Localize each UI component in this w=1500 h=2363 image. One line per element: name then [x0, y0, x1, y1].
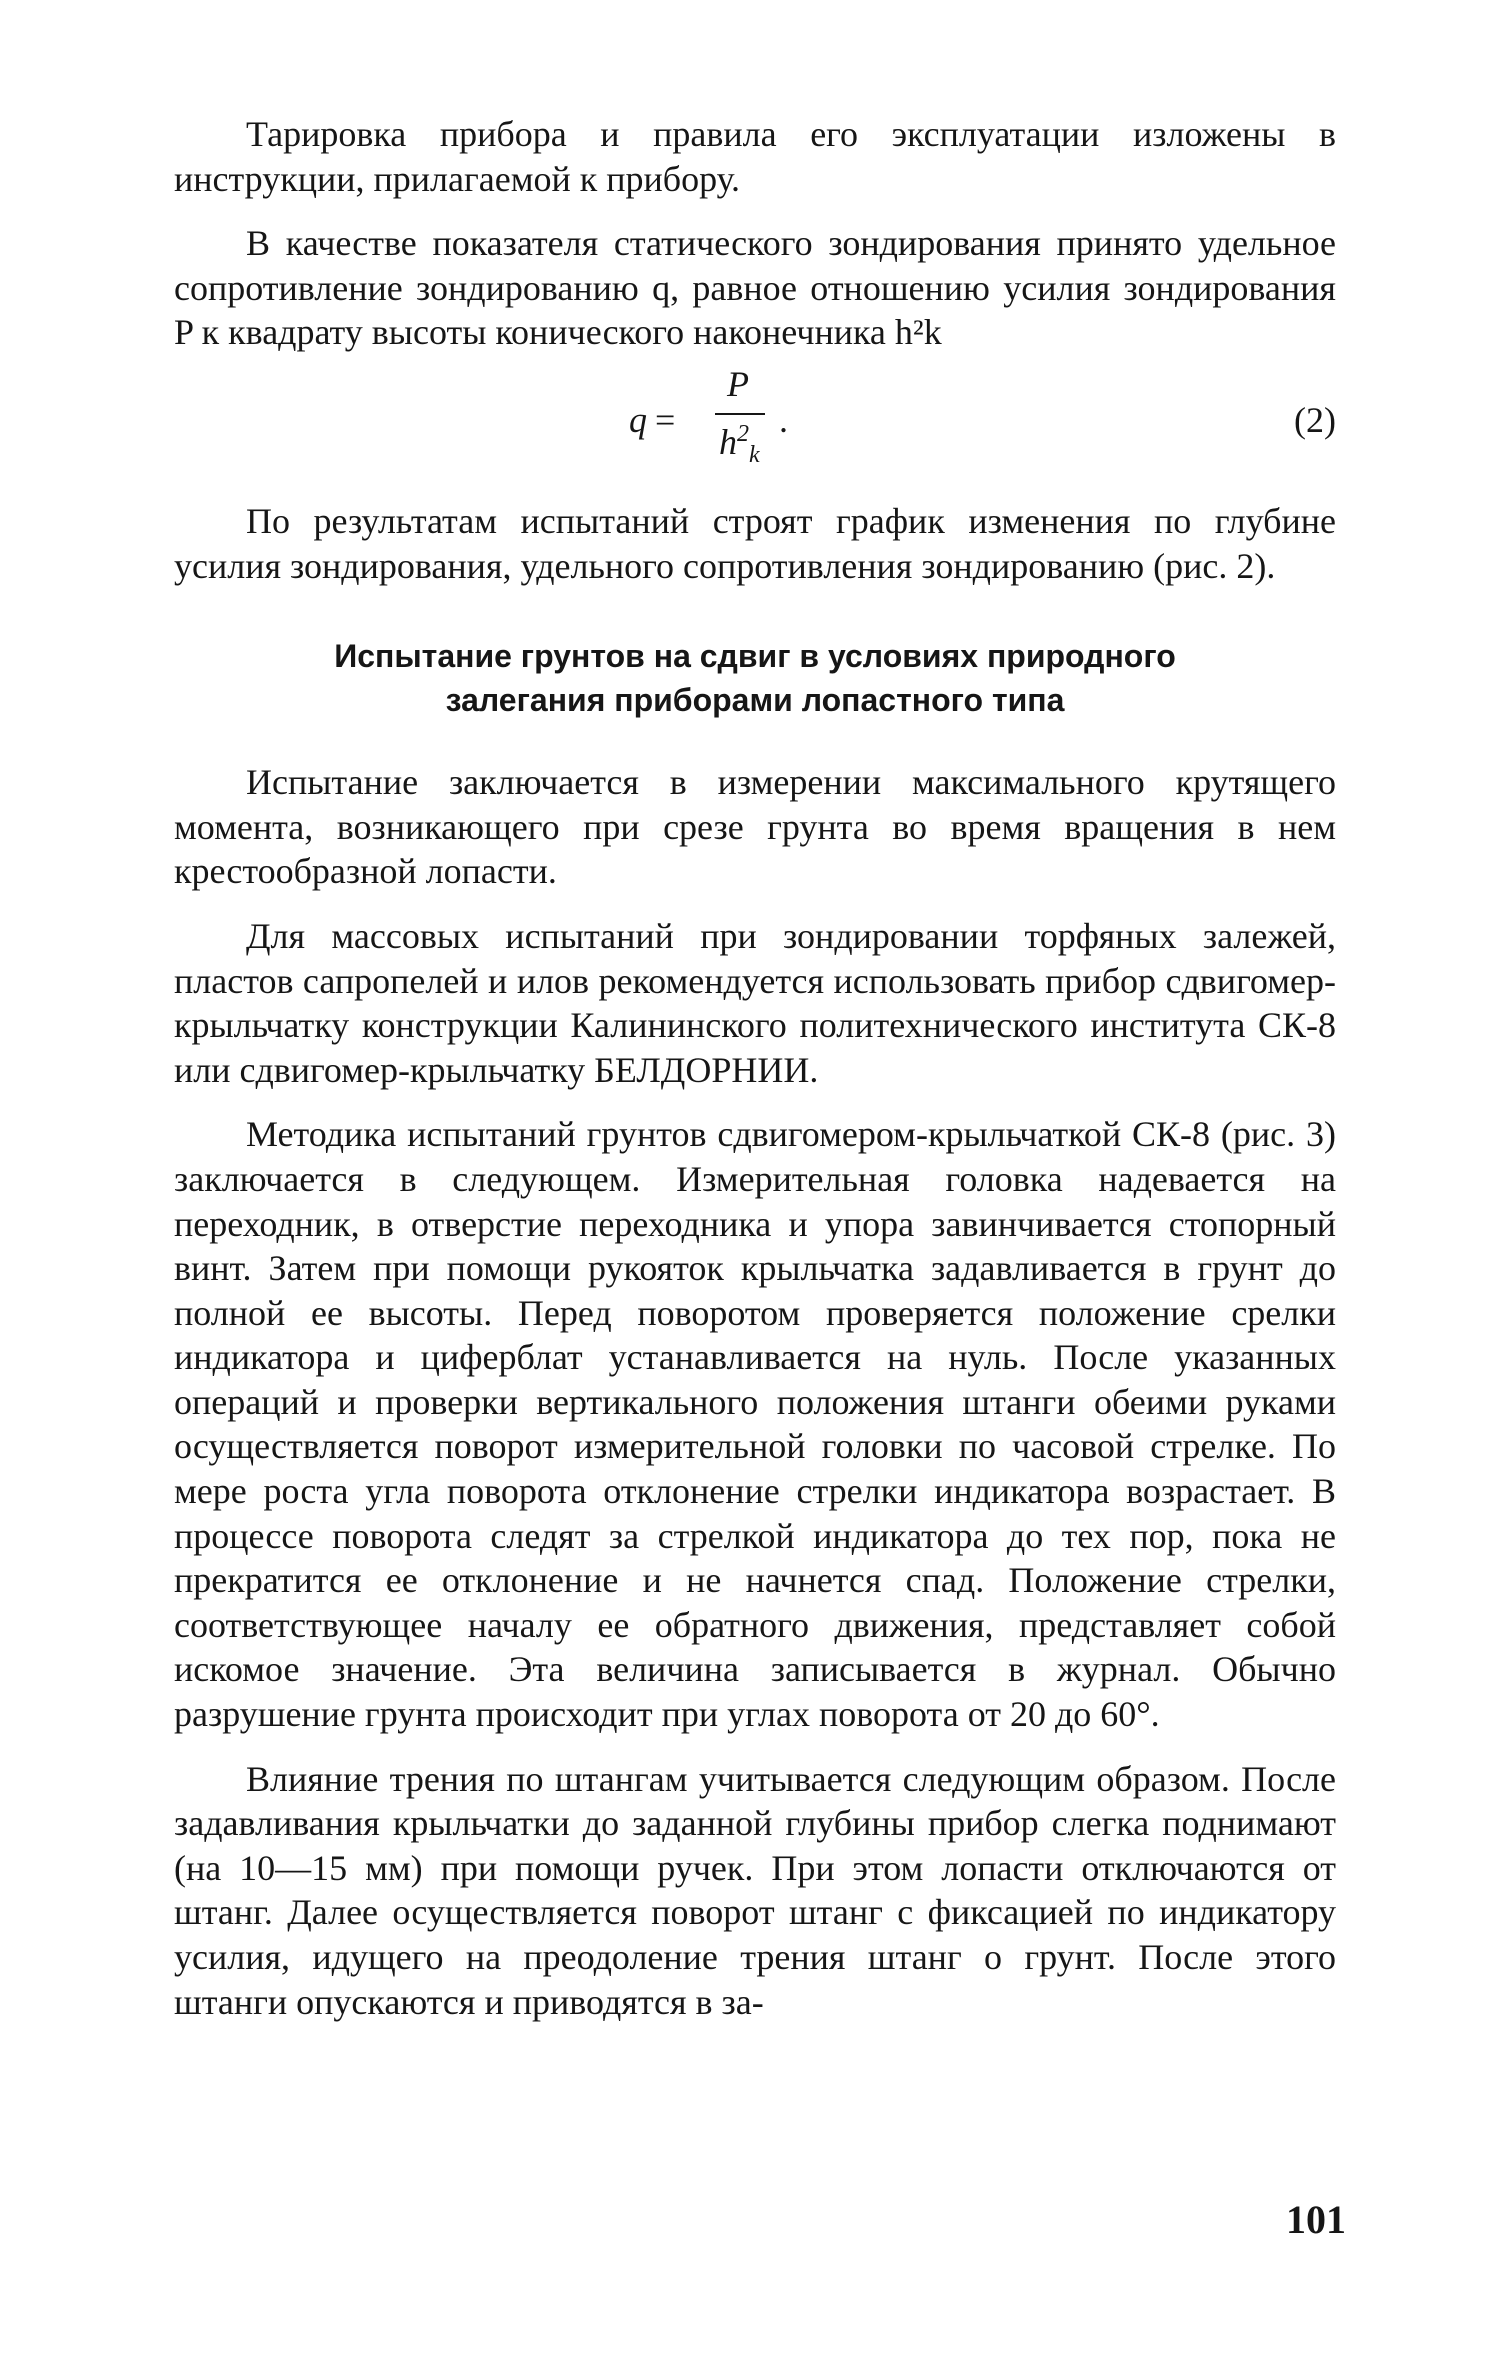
- paragraph-mass-testing: Для массовых испытаний при зондировании торфяных залежей, пластов сапропелей и илов рекомендуется использовать прибор сдвигомер-крыльчатку конструкции Калининского политехнического института СК-8 или сдвигомер-крыльчатку БЕЛДОРНИИ.: [174, 915, 1336, 1090]
- formula-denominator: [719, 421, 760, 469]
- formula-trailing: .: [779, 399, 788, 440]
- denominator-sub: k: [749, 442, 760, 469]
- paragraph-results-graph: По результатам испытаний строят график изменения по глубине усилия зондирования, удельного сопротивления зондированию (рис. 2).: [174, 500, 1336, 586]
- formula-2: [174, 363, 1336, 479]
- page-number: 101: [1286, 2197, 1346, 2242]
- formula-expression: [629, 363, 819, 479]
- paragraph-calibration: Тарировка прибора и правила его эксплуатации изложены в инструкции, прилагаемой к прибору.: [174, 114, 1336, 199]
- heading-line-2: залегания приборами лопастного типа: [445, 682, 1065, 719]
- page-body: [174, 112, 1336, 2024]
- paragraph-sounding-index: В качестве показателя статического зондирования принято удельное сопротивление зондированию q, равное отношению усилия зондирования P к квадрату высоты конического наконечника h²k: [174, 223, 1336, 353]
- section-heading: [174, 634, 1336, 722]
- paragraph-friction: Влияние трения по штангам учитывается следующим образом. После задавливания крыльчатки до заданной глубины прибор слегка поднимают (на 10—15 мм) при помощи ручек. При этом лопасти отключаются от штанг. Далее осуществляется поворот штанг с фиксацией по индикатору усилия, идущего на преодоление трения штанг о грунт. После этого штанги опускаются и приводятся в за-: [174, 1758, 1336, 2022]
- paragraph-methodology: Методика испытаний грунтов сдвигомером-крыльчаткой СК-8 (рис. 3) заключается в следующем. Измерительная головка надевается на переходник, в отверстие переходника и упора завинчивается стопорный винт. Затем при помощи рукояток крыльчатка задавливается в грунт до полной ее высоты. Перед поворотом проверяется положение срелки индикатора и циферблат устанавливается на нуль. После указанных операций и проверки вертикального положения штанги обеими руками осуществляется поворот измерительной головки по часовой стрелке. По мере роста угла поворота отклонение стрелки индикатора возрастает. В процессе поворота следят за стрелкой индикатора до тех пор, пока не прекратится ее отклонение и не начнется спад. Положение стрелки, соответствующее началу ее обратного движения, представляет собой искомое значение. Эта величина записывается в журнал. Обычно разрушение грунта происходит при углах поворота от 20 до 60°.: [174, 1114, 1336, 1735]
- fraction-bar: [715, 413, 765, 415]
- formula-lhs: q: [629, 399, 647, 440]
- paragraph-test-description: Испытание заключается в измерении максимального крутящего момента, возникающего при срезе грунта во время вращения в нем крестообразной лопасти.: [174, 762, 1336, 892]
- heading-line-1: Испытание грунтов на сдвиг в условиях природного: [334, 638, 1176, 675]
- formula-number: (2): [1294, 399, 1336, 440]
- formula-equals: =: [655, 399, 676, 440]
- formula-numerator: P: [727, 363, 749, 404]
- denominator-base: h: [719, 421, 737, 462]
- denominator-sup: 2: [737, 420, 749, 447]
